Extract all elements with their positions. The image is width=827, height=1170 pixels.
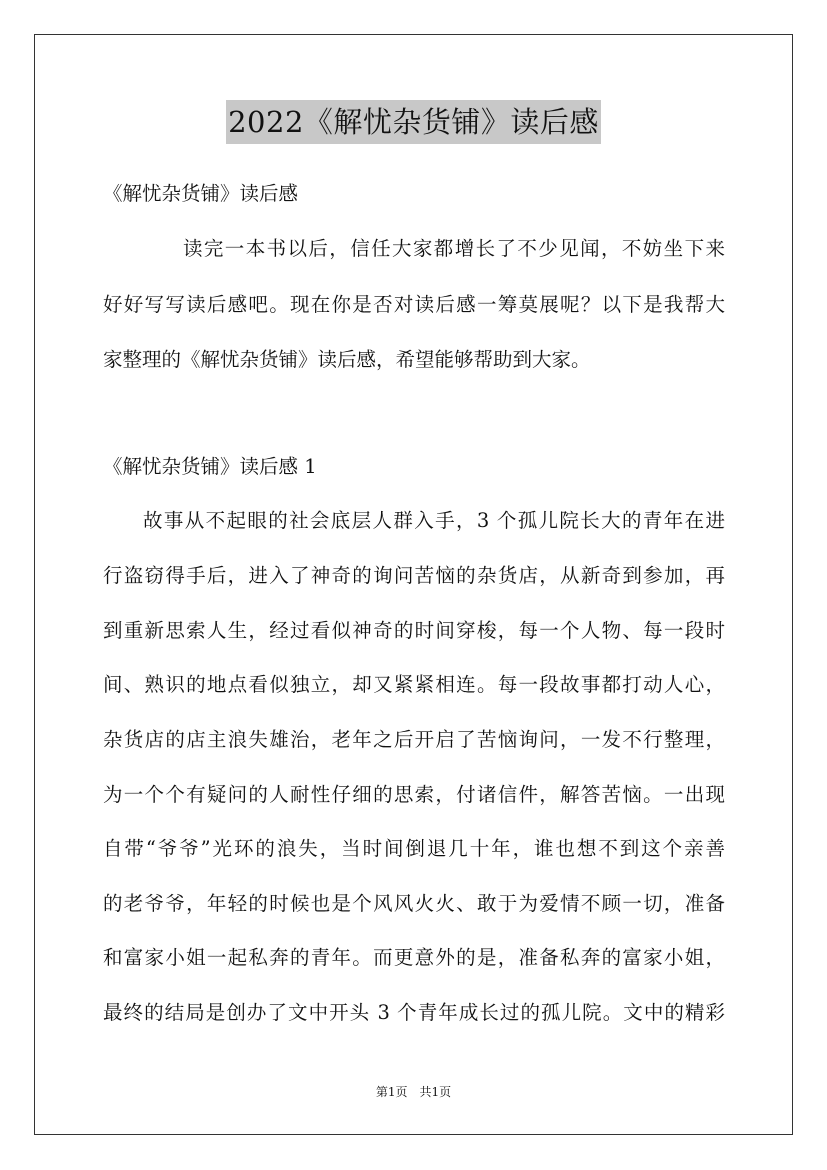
document-title: 2022《解忧杂货铺》读后感 xyxy=(226,100,601,144)
body-line: 的老爷爷，年轻的时候也是个风风火火、敢于为爱情不顾一切，准备 xyxy=(103,892,725,915)
body-line: 故事从不起眼的社会底层人群入手，3 个孤儿院长大的青年在进 xyxy=(143,509,725,532)
title-container xyxy=(0,100,827,144)
page-footer: 第1页 共1页 xyxy=(375,1085,452,1099)
body-line: 为一个个有疑问的人耐性仔细的思索，付诸信件，解答苦恼。一出现 xyxy=(103,783,725,806)
section-heading: 《解忧杂货铺》读后感 1 xyxy=(103,455,317,478)
body-line: 到重新思索人生，经过看似神奇的时间穿梭，每一个人物、每一段时 xyxy=(103,619,725,642)
body-line: 间、熟识的地点看似独立，却又紧紧相连。每一段故事都打动人心， xyxy=(103,673,725,696)
body-line: 行盗窃得手后，进入了神奇的询问苦恼的杂货店，从新奇到参加，再 xyxy=(103,564,725,587)
body-line: 自带“爷爷”光环的浪失，当时间倒退几十年，谁也想不到这个亲善 xyxy=(103,837,725,860)
body-line: 最终的结局是创办了文中开头 3 个青年成长过的孤儿院。文中的精彩 xyxy=(103,1001,725,1024)
body-line: 和富家小姐一起私奔的青年。而更意外的是，准备私奔的富家小姐， xyxy=(103,946,725,969)
document-heading: 《解忧杂货铺》读后感 xyxy=(103,182,299,205)
intro-line: 读完一本书以后，信任大家都增长了不少见闻，不妨坐下来 xyxy=(183,237,725,260)
intro-line: 家整理的《解忧杂货铺》读后感，希望能够帮助到大家。 xyxy=(103,348,591,371)
intro-line: 好好写写读后感吧。现在你是否对读后感一筹莫展呢？以下是我帮大 xyxy=(103,293,725,316)
body-line: 杂货店的店主浪失雄治，老年之后开启了苦恼询问，一发不行整理， xyxy=(103,728,725,751)
